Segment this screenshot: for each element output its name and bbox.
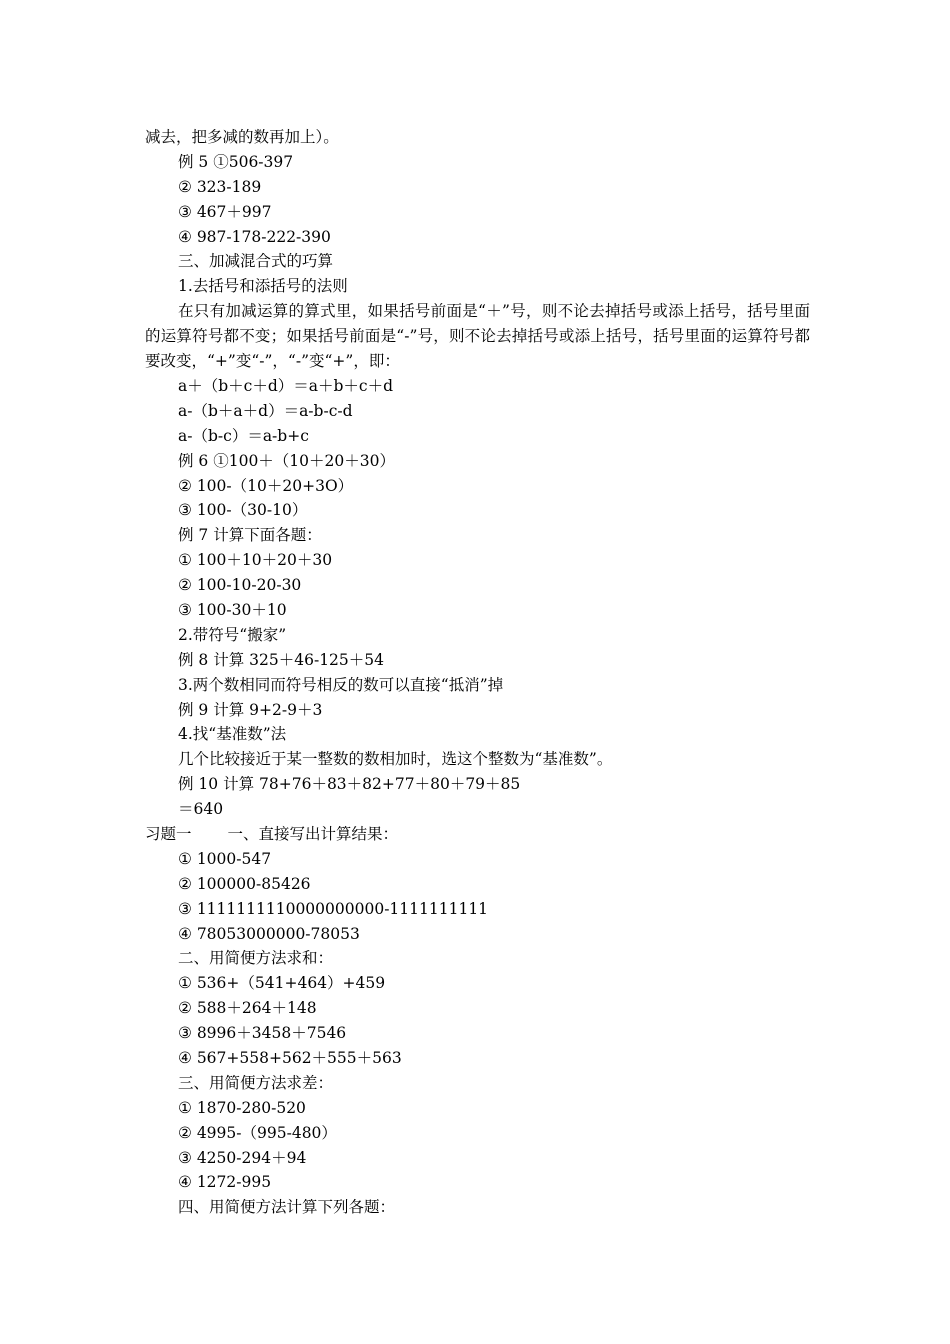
text-line: ③ 100-（30-10） xyxy=(178,501,308,520)
document-body xyxy=(145,125,810,1220)
text-line: ② 588＋264＋148 xyxy=(178,999,317,1018)
rule-paragraph: 在只有加减运算的算式里，如果括号前面是“＋”号，则不论去掉括号或添上括号，括号里面的运算符号都不变；如果括号前面是“-”号，则不论去掉括号或添上括号，括号里面的运算符号都要改变，“+”变“-”，“-”变“+”，即： xyxy=(145,302,810,371)
text-line: ② 323-189 xyxy=(178,177,262,196)
text-line: ① 100＋10＋20＋30 xyxy=(178,551,333,570)
exercise-label: 习题一 xyxy=(145,824,192,843)
text-line: a-（b＋a＋d）＝a-b-c-d xyxy=(178,401,353,420)
text-line: ＝640 xyxy=(178,800,224,819)
text-line: 例 7 计算下面各题： xyxy=(178,526,322,545)
text-line: 例 6 ①100＋（10＋20＋30） xyxy=(178,451,395,470)
text-line: 减去，把多减的数再加上）。 xyxy=(145,128,339,146)
exercise-title: 一、直接写出计算结果： xyxy=(227,824,399,843)
text-line: a＋（b＋c＋d）＝a＋b＋c＋d xyxy=(178,376,394,395)
text-line: ③ 4250-294＋94 xyxy=(178,1148,307,1167)
text-line: 1.去括号和添括号的法则 xyxy=(178,277,348,296)
text-block-formulas xyxy=(145,374,810,822)
text-line: 几个比较接近于某一整数的数相加时，选这个整数为“基准数”。 xyxy=(178,750,613,769)
text-line: ③ 8996＋3458＋7546 xyxy=(178,1024,347,1043)
text-line: ④ 78053000000-78053 xyxy=(178,924,360,943)
text-line: 例 9 计算 9+2-9＋3 xyxy=(178,700,323,719)
text-line: 三、加减混合式的巧算 xyxy=(178,252,334,271)
text-line: ③ 467＋997 xyxy=(178,202,272,221)
text-line: 2.带符号“搬家” xyxy=(178,625,287,644)
text-line: ③ 100-30＋10 xyxy=(178,600,287,619)
text-line: ① 536+（541+464）+459 xyxy=(178,974,386,993)
text-line: 二、用简便方法求和： xyxy=(178,949,334,968)
text-line: 例 8 计算 325＋46-125＋54 xyxy=(178,650,384,669)
text-line: a-（b-c）＝a-b+c xyxy=(178,426,309,445)
text-line: ④ 987-178-222-390 xyxy=(178,227,331,246)
exercise-heading xyxy=(145,822,810,847)
text-line: ① 1000-547 xyxy=(178,849,272,868)
text-line: ③ 1111111110000000000-1111111111 xyxy=(178,899,489,918)
text-line: 例 5 ①506-397 xyxy=(178,152,294,171)
text-line: 3.两个数相同而符号相反的数可以直接“抵消”掉 xyxy=(178,675,504,694)
text-line: ④ 567+558+562＋555＋563 xyxy=(178,1049,402,1067)
text-line: ② 100-（10＋20+3O） xyxy=(178,476,354,495)
text-block-exercises xyxy=(145,847,810,1220)
text-line: ④ 1272-995 xyxy=(178,1173,272,1192)
text-line: ② 4995-（995-480） xyxy=(178,1123,337,1142)
text-line: ② 100-10-20-30 xyxy=(178,576,302,595)
text-line: ① 1870-280-520 xyxy=(178,1098,306,1117)
text-block-examples xyxy=(145,125,810,299)
text-line: 4.找“基准数”法 xyxy=(178,725,287,744)
text-line: ② 100000-85426 xyxy=(178,874,311,893)
text-line: 四、用简便方法计算下列各题： xyxy=(178,1198,396,1217)
text-line: 三、用简便方法求差： xyxy=(178,1073,334,1092)
text-line: 例 10 计算 78+76＋83＋82+77＋80＋79＋85 xyxy=(178,775,521,794)
